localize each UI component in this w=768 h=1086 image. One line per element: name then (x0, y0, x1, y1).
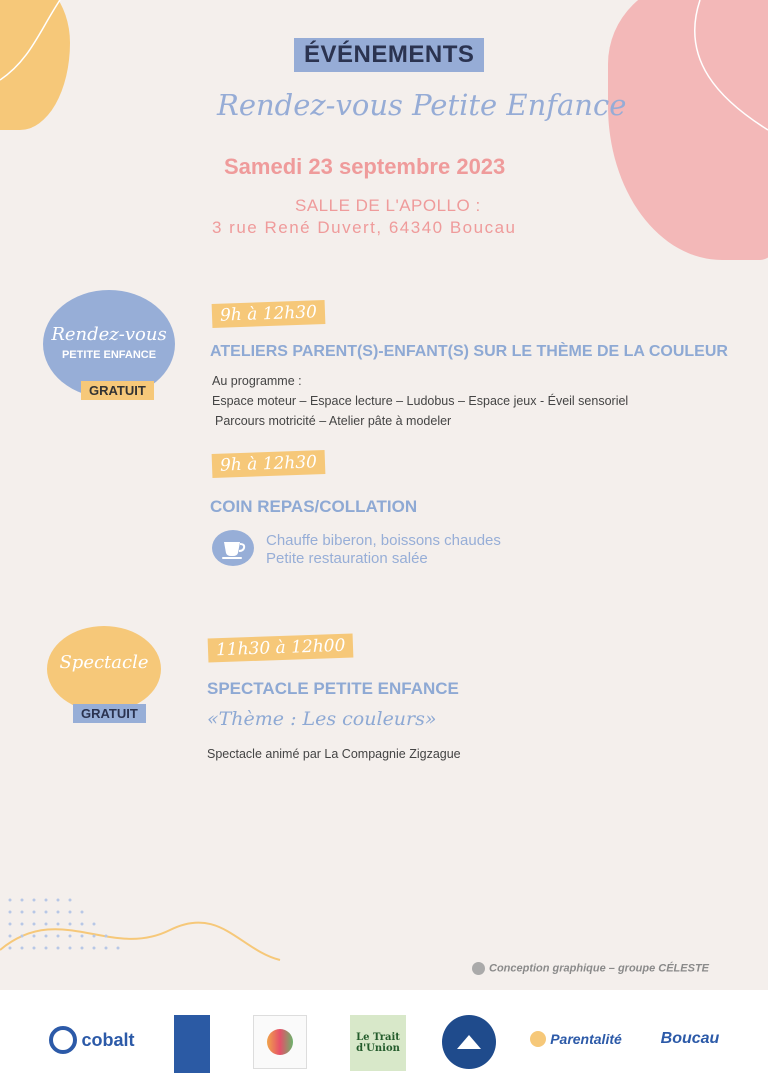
circle-title: Spectacle (59, 652, 149, 673)
time-label: 11h30 à 12h00 (208, 633, 354, 662)
program-line: Espace moteur – Espace lecture – Ludobus – Espace jeux - Éveil sensoriel (212, 394, 629, 408)
free-badge: GRATUIT (73, 704, 146, 723)
workshop-heading: ATELIERS PARENT(S)-ENFANT(S) SUR LE THÈME DE LA COULEUR (210, 343, 728, 360)
boucau-logo: Boucau (660, 1030, 720, 1047)
event-date: Samedi 23 septembre 2023 (224, 154, 506, 179)
program-intro: Au programme : (212, 374, 302, 388)
time-label: 9h à 12h30 (212, 300, 326, 328)
decorative-dots (0, 890, 150, 980)
venue-address: 3 rue René Duvert, 64340 Boucau (212, 218, 517, 237)
show-description: Spectacle animé par La Compagnie Zigzague (207, 747, 461, 761)
time-label: 9h à 12h30 (212, 450, 326, 478)
show-heading: SPECTACLE PETITE ENFANCE (207, 679, 459, 698)
design-credit: Conception graphique – groupe CÉLESTE (472, 962, 709, 975)
snack-line: Chauffe biberon, boissons chaudes (266, 532, 501, 549)
page-subtitle: Rendez-vous Petite Enfance (217, 88, 627, 122)
program-line: Parcours motricité – Atelier pâte à modeler (215, 414, 452, 428)
cup-icon (212, 530, 254, 566)
circle-title: Rendez-vous (51, 324, 167, 345)
show-theme: «Thème : Les couleurs» (207, 708, 437, 730)
pyrenees-atlantiques-logo (442, 1015, 496, 1069)
circle-subtitle: PETITE ENFANCE (61, 349, 157, 361)
credit-icon (472, 962, 485, 975)
events-tag: ÉVÉNEMENTS (294, 38, 484, 72)
parentalite-logo: Parentalité (528, 1015, 624, 1063)
cobalt-logo: cobalt (48, 1015, 136, 1065)
caf-logo (174, 1015, 210, 1073)
trait-union-logo: Le Trait d'Union (350, 1015, 406, 1071)
free-badge: GRATUIT (81, 381, 154, 400)
spectacle-circle (47, 626, 161, 712)
snack-line: Petite restauration salée (266, 550, 428, 567)
community-center-logo (253, 1015, 307, 1069)
snack-heading: COIN REPAS/COLLATION (210, 497, 418, 516)
venue-name: SALLE DE L'APOLLO : (295, 196, 481, 215)
